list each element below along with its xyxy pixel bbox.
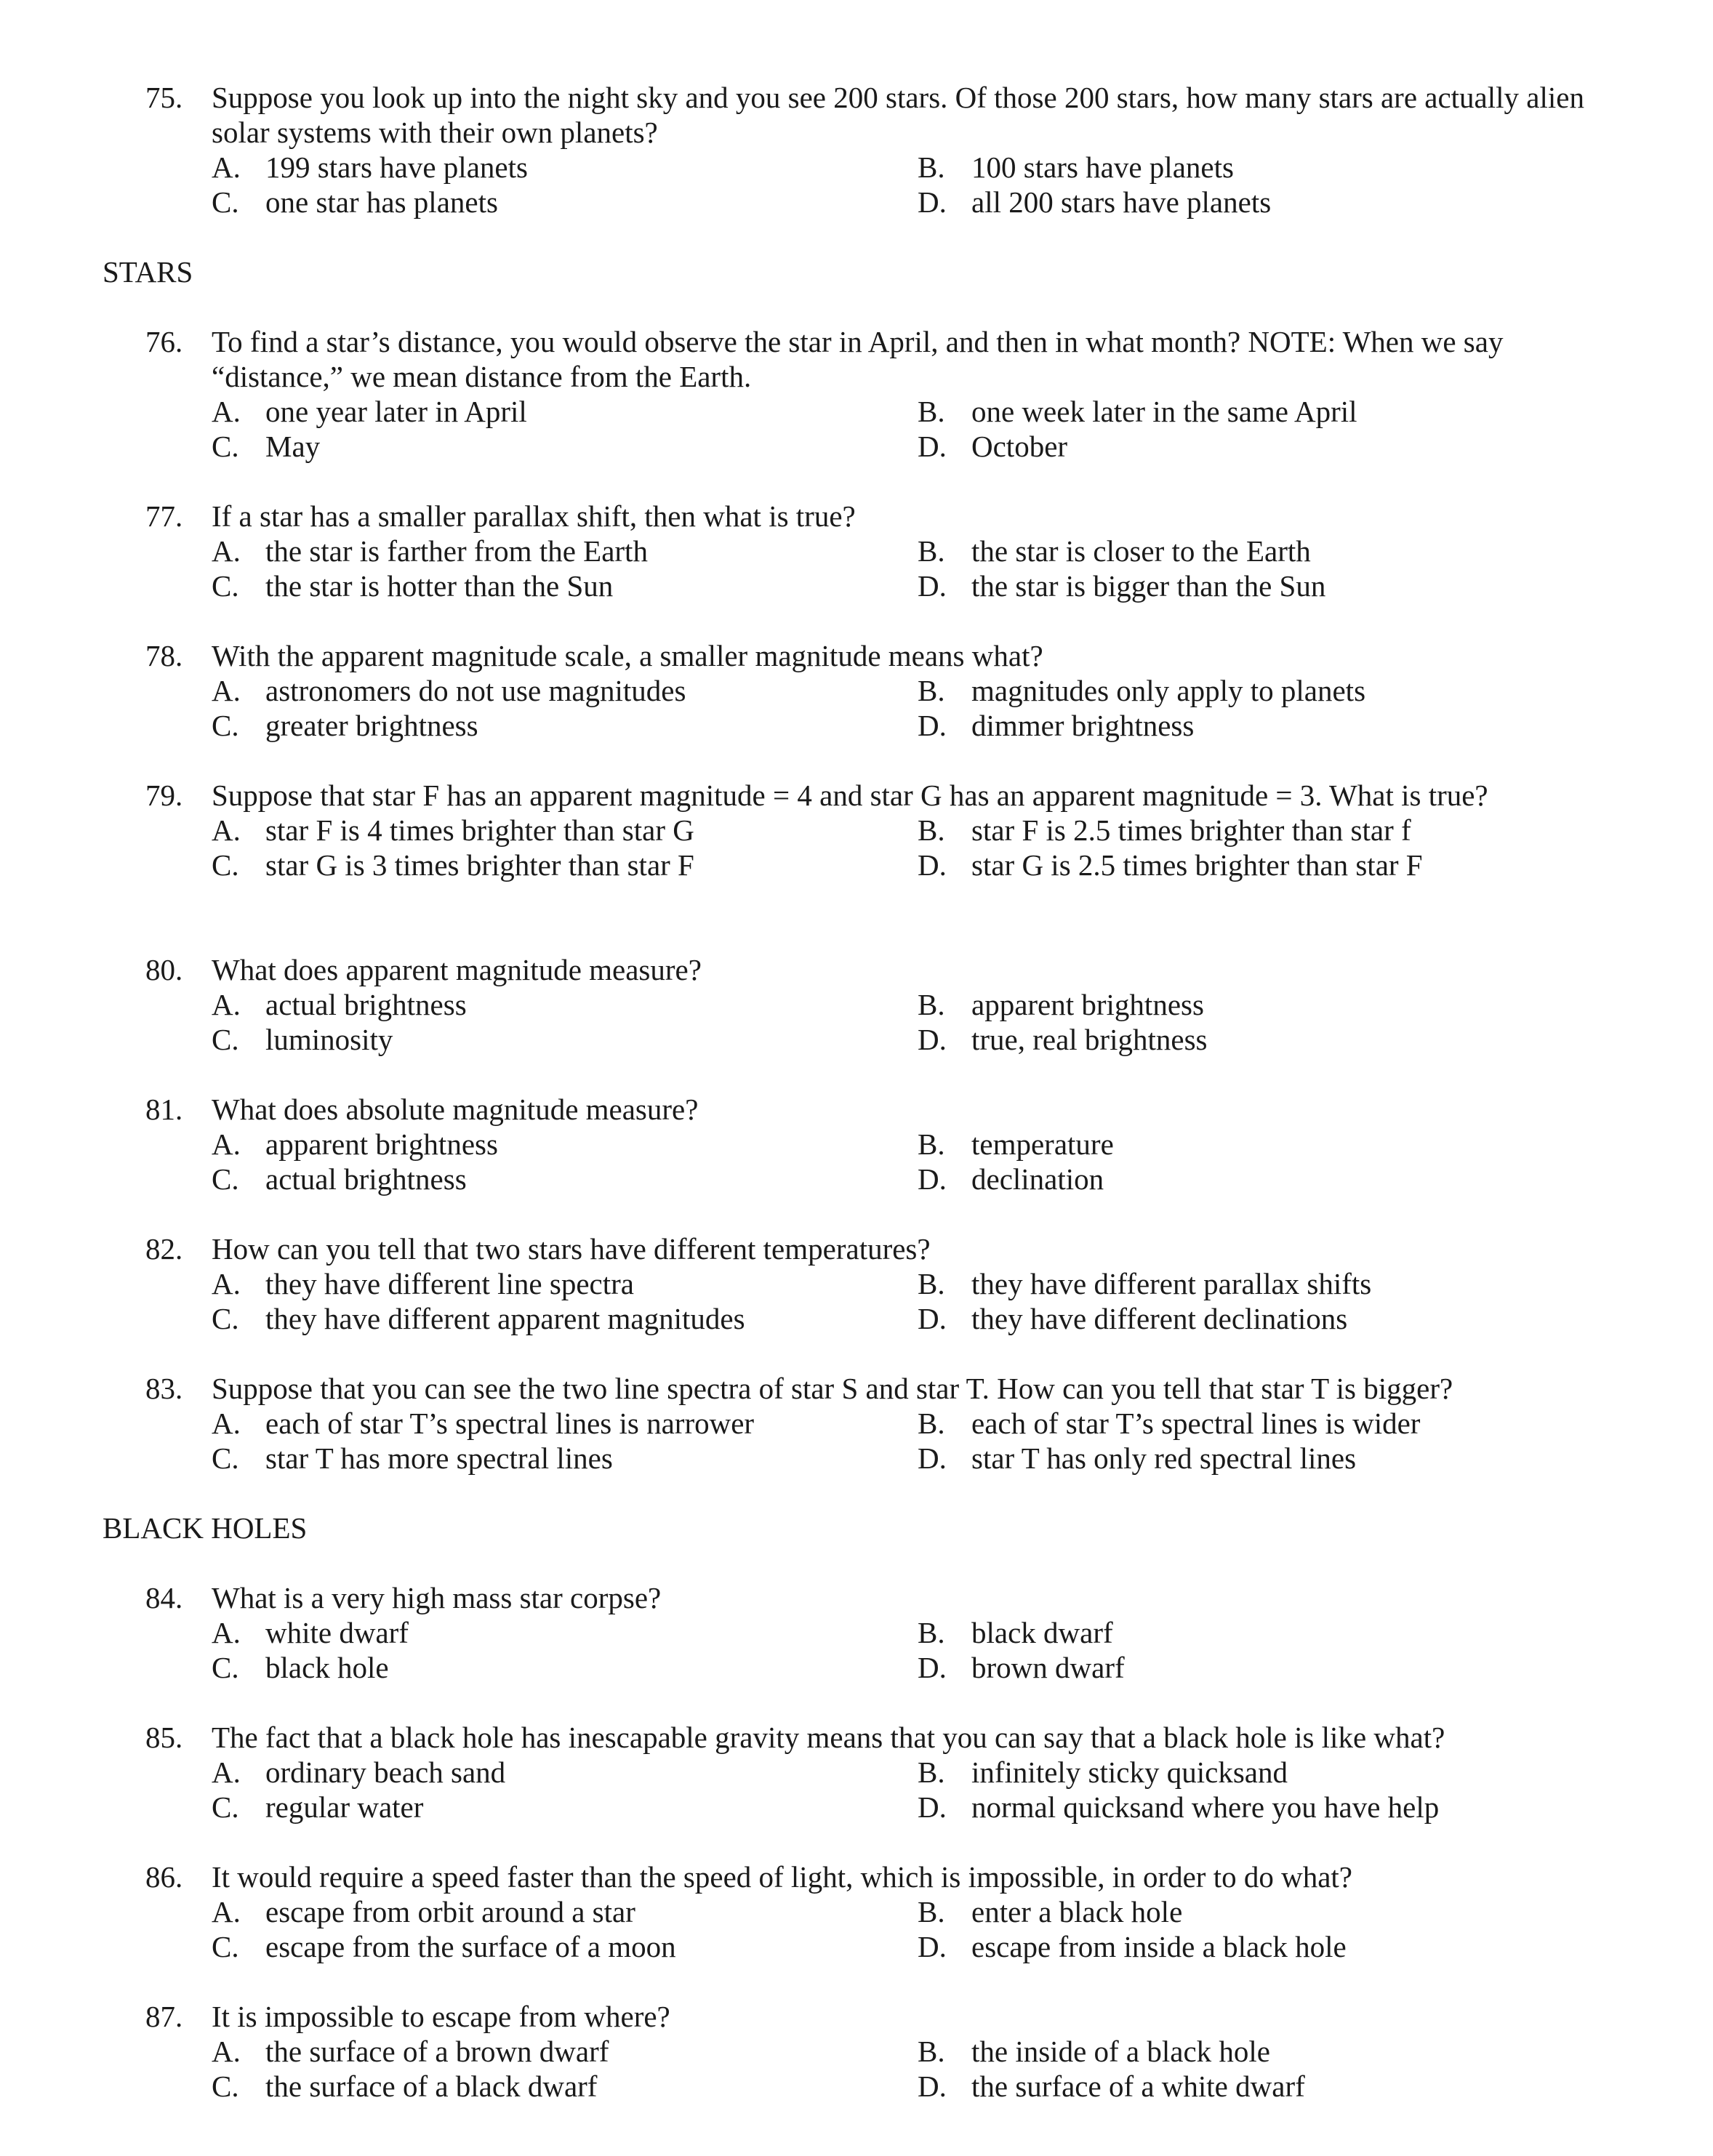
option-letter: A.	[212, 1895, 241, 1928]
option-text: October	[971, 430, 1068, 463]
option-letter: A.	[212, 1127, 241, 1161]
section-heading-black-holes: BLACK HOLES	[103, 1511, 308, 1545]
option-letter: D.	[918, 1930, 947, 1963]
question-number: 87.	[145, 2000, 183, 2033]
option-text: the surface of a white dwarf	[971, 2069, 1305, 2103]
option-letter: C.	[212, 1441, 239, 1475]
option-text: enter a black hole	[971, 1895, 1183, 1928]
option-text: each of star T’s spectral lines is narrower	[265, 1407, 755, 1440]
option-text: apparent brightness	[265, 1127, 498, 1161]
option-letter: A.	[212, 813, 241, 847]
option-letter: A.	[212, 1616, 241, 1649]
option-letter: D.	[918, 1162, 947, 1196]
option-text: all 200 stars have planets	[971, 185, 1272, 219]
option-letter: C.	[212, 569, 239, 603]
option-letter: B.	[918, 1616, 945, 1649]
option-letter: C.	[212, 709, 239, 742]
option-text: white dwarf	[265, 1616, 409, 1649]
question-number: 85.	[145, 1721, 183, 1754]
option-letter: B.	[918, 1755, 945, 1789]
option-text: luminosity	[265, 1023, 393, 1056]
option-letter: D.	[918, 848, 947, 882]
option-letter: B.	[918, 1895, 945, 1928]
option-letter: A.	[212, 2035, 241, 2068]
option-letter: D.	[918, 569, 947, 603]
option-letter: C.	[212, 1023, 239, 1056]
option-text: the surface of a black dwarf	[265, 2069, 598, 2103]
option-letter: D.	[918, 1302, 947, 1335]
option-text: brown dwarf	[971, 1651, 1125, 1684]
option-text: star F is 2.5 times brighter than star f	[971, 813, 1411, 847]
option-text: the star is farther from the Earth	[265, 534, 648, 568]
option-text: black dwarf	[971, 1616, 1113, 1649]
option-letter: D.	[918, 1023, 947, 1056]
option-text: dimmer brightness	[971, 709, 1195, 742]
option-text: star T has more spectral lines	[265, 1441, 613, 1475]
option-text: the star is hotter than the Sun	[265, 569, 614, 603]
question-text: To find a star’s distance, you would observe the star in April, and then in what month? NOTE: When we say “distance,” we mean distance from the Earth.	[212, 325, 1504, 393]
option-letter: C.	[212, 848, 239, 882]
option-letter: B.	[918, 674, 945, 707]
option-text: each of star T’s spectral lines is wider	[971, 1407, 1421, 1440]
question-text: What does absolute magnitude measure?	[212, 1093, 699, 1126]
option-letter: C.	[212, 1930, 239, 1963]
question-number: 80.	[145, 953, 183, 986]
question-number: 78.	[145, 639, 183, 672]
option-text: temperature	[971, 1127, 1114, 1161]
question-number: 84.	[145, 1581, 183, 1614]
question-number: 82.	[145, 1232, 183, 1266]
question-text: What does apparent magnitude measure?	[212, 953, 702, 986]
option-text: black hole	[265, 1651, 389, 1684]
option-letter: B.	[918, 2035, 945, 2068]
option-text: the star is closer to the Earth	[971, 534, 1311, 568]
question-text: It is impossible to escape from where?	[212, 2000, 670, 2033]
question-text: With the apparent magnitude scale, a smaller magnitude means what?	[212, 639, 1043, 672]
option-letter: D.	[918, 1790, 947, 1824]
option-letter: D.	[918, 2069, 947, 2103]
question-text: If a star has a smaller parallax shift, then what is true?	[212, 499, 856, 533]
question-number: 76.	[145, 325, 183, 358]
question-number: 77.	[145, 499, 183, 533]
option-text: actual brightness	[265, 1162, 467, 1196]
option-text: astronomers do not use magnitudes	[265, 674, 686, 707]
question-text: What is a very high mass star corpse?	[212, 1581, 662, 1614]
option-text: escape from inside a black hole	[971, 1930, 1347, 1963]
option-text: star T has only red spectral lines	[971, 1441, 1357, 1475]
option-text: normal quicksand where you have help	[971, 1790, 1440, 1824]
option-text: they have different line spectra	[265, 1267, 634, 1300]
question-number: 83.	[145, 1372, 183, 1405]
option-text: 199 stars have planets	[265, 150, 528, 184]
option-letter: D.	[918, 1441, 947, 1475]
option-letter: B.	[918, 1407, 945, 1440]
option-text: escape from orbit around a star	[265, 1895, 635, 1928]
option-letter: B.	[918, 1127, 945, 1161]
option-text: the star is bigger than the Sun	[971, 569, 1326, 603]
option-text: actual brightness	[265, 988, 467, 1021]
question-text: It would require a speed faster than the speed of light, which is impossible, in order to do what?	[212, 1860, 1352, 1894]
option-letter: A.	[212, 1267, 241, 1300]
option-text: apparent brightness	[971, 988, 1204, 1021]
question-text: Suppose you look up into the night sky and you see 200 stars. Of those 200 stars, how many stars are actually alien solar systems with their own planets?	[212, 81, 1584, 149]
option-text: star G is 3 times brighter than star F	[265, 848, 694, 882]
question-text: Suppose that star F has an apparent magnitude = 4 and star G has an apparent magnitude = 3. What is true?	[212, 779, 1488, 812]
option-text: star F is 4 times brighter than star G	[265, 813, 694, 847]
option-letter: C.	[212, 2069, 239, 2103]
option-text: greater brightness	[265, 709, 478, 742]
option-letter: B.	[918, 1267, 945, 1300]
option-letter: A.	[212, 1755, 241, 1789]
option-letter: A.	[212, 150, 241, 184]
option-text: 100 stars have planets	[971, 150, 1234, 184]
option-text: regular water	[265, 1790, 424, 1824]
option-letter: D.	[918, 430, 947, 463]
option-letter: B.	[918, 150, 945, 184]
option-letter: A.	[212, 395, 241, 428]
option-text: May	[265, 430, 321, 463]
section-heading-stars: STARS	[103, 255, 193, 289]
option-text: they have different parallax shifts	[971, 1267, 1372, 1300]
option-text: the surface of a brown dwarf	[265, 2035, 609, 2068]
option-letter: B.	[918, 988, 945, 1021]
option-text: one year later in April	[265, 395, 527, 428]
option-letter: C.	[212, 1790, 239, 1824]
option-letter: D.	[918, 709, 947, 742]
option-letter: A.	[212, 988, 241, 1021]
option-text: the inside of a black hole	[971, 2035, 1271, 2068]
option-letter: B.	[918, 395, 945, 428]
option-text: one star has planets	[265, 185, 498, 219]
question-text: The fact that a black hole has inescapable gravity means that you can say that a black hole is like what?	[212, 1721, 1445, 1754]
option-letter: A.	[212, 674, 241, 707]
option-letter: B.	[918, 813, 945, 847]
option-text: one week later in the same April	[971, 395, 1357, 428]
question-number: 81.	[145, 1093, 183, 1126]
option-text: ordinary beach sand	[265, 1755, 506, 1789]
option-text: infinitely sticky quicksand	[971, 1755, 1288, 1789]
question-number: 79.	[145, 779, 183, 812]
option-text: magnitudes only apply to planets	[971, 674, 1366, 707]
option-letter: D.	[918, 1651, 947, 1684]
option-letter: A.	[212, 534, 241, 568]
option-letter: C.	[212, 1302, 239, 1335]
option-text: escape from the surface of a moon	[265, 1930, 676, 1963]
option-letter: B.	[918, 534, 945, 568]
question-number: 75.	[145, 81, 183, 114]
option-text: declination	[971, 1162, 1104, 1196]
option-text: they have different declinations	[971, 1302, 1348, 1335]
option-text: star G is 2.5 times brighter than star F	[971, 848, 1423, 882]
option-text: they have different apparent magnitudes	[265, 1302, 745, 1335]
option-letter: A.	[212, 1407, 241, 1440]
question-number: 86.	[145, 1860, 183, 1894]
option-letter: D.	[918, 185, 947, 219]
option-letter: C.	[212, 1162, 239, 1196]
option-letter: C.	[212, 1651, 239, 1684]
option-letter: C.	[212, 430, 239, 463]
question-text: How can you tell that two stars have different temperatures?	[212, 1232, 931, 1266]
option-text: true, real brightness	[971, 1023, 1208, 1056]
option-letter: C.	[212, 185, 239, 219]
question-text: Suppose that you can see the two line spectra of star S and star T. How can you tell that star T is bigger?	[212, 1372, 1453, 1405]
